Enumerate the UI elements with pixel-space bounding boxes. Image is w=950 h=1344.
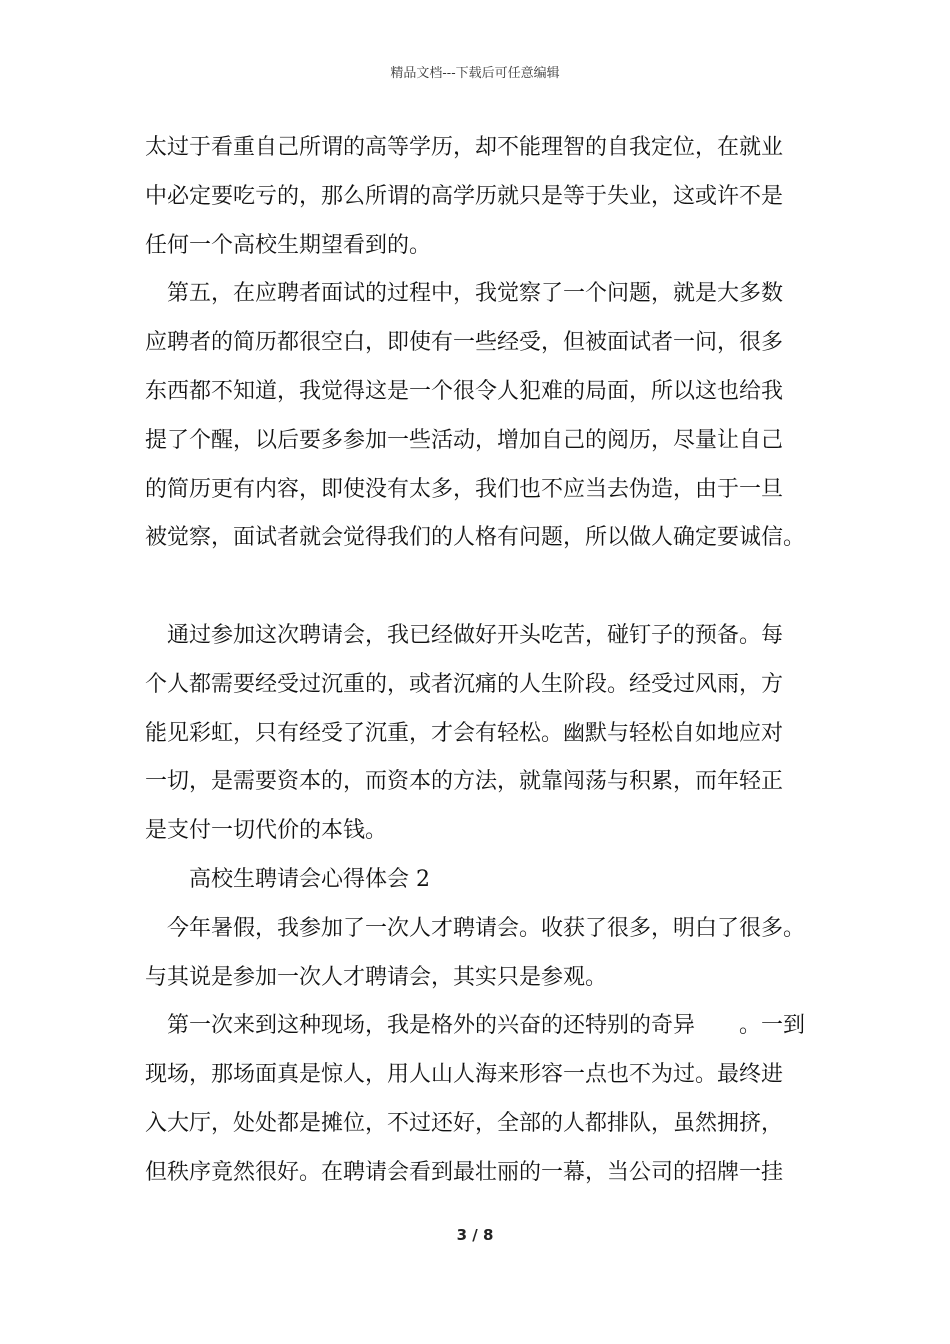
body-line: 任何一个高校生期望看到的。 xyxy=(145,232,432,258)
body-line: 东西都不知道，我觉得这是一个很令人犯难的局面，所以这也给我 xyxy=(145,378,784,404)
page-number xyxy=(0,1226,950,1244)
body-line: 个人都需要经受过沉重的，或者沉痛的人生阶段。经受过风雨，方 xyxy=(145,671,784,697)
body-line: 能见彩虹，只有经受了沉重，才会有轻松。幽默与轻松自如地应对 xyxy=(145,720,784,746)
body-line: 通过参加这次聘请会，我已经做好开头吃苦，碰钉子的预备。每 xyxy=(167,622,784,648)
body-line: 太过于看重自己所谓的高等学历，却不能理智的自我定位，在就业 xyxy=(145,135,784,160)
body-line: 入大厅，处处都是摊位，不过还好，全部的人都排队，虽然拥挤， xyxy=(145,1110,784,1136)
page-separator: / xyxy=(467,1226,483,1244)
body-line: 今年暑假，我参加了一次人才聘请会。收获了很多，明白了很多。 xyxy=(167,915,806,941)
section-heading: 高校生聘请会心得体会 2 xyxy=(189,866,430,892)
document-body xyxy=(145,128,825,1202)
body-line: 的简历更有内容，即使没有太多，我们也不应当去伪造，由于一旦 xyxy=(145,476,784,502)
body-line: 提了个醒，以后要多参加一些活动，增加自己的阅历，尽量让自己 xyxy=(145,427,784,453)
page-current: 3 xyxy=(456,1226,468,1244)
body-line: 但秩序竟然很好。在聘请会看到最壮丽的一幕，当公司的招牌一挂 xyxy=(145,1159,784,1185)
body-line: 第一次来到这种现场，我是格外的兴奋的还特别的奇异 。一到 xyxy=(167,1013,806,1039)
body-line: 第五，在应聘者面试的过程中，我觉察了一个问题，就是大多数 xyxy=(167,281,784,307)
page-header: 精品文档---下载后可任意编辑 xyxy=(390,66,560,81)
page-total: 8 xyxy=(482,1226,494,1244)
body-line: 是支付一切代价的本钱。 xyxy=(145,818,388,844)
body-line: 现场，那场面真是惊人，用人山人海来形容一点也不为过。最终进 xyxy=(145,1062,784,1088)
body-line: 应聘者的简历都很空白，即使有一些经受，但被面试者一问，很多 xyxy=(145,330,784,356)
body-line: 中必定要吃亏的，那么所谓的高学历就只是等于失业，这或许不是 xyxy=(145,183,784,209)
body-line: 与其说是参加一次人才聘请会，其实只是参观。 xyxy=(145,964,608,990)
paragraph-gap xyxy=(145,567,825,616)
body-line: 一切，是需要资本的，而资本的方法，就靠闯荡与积累，而年轻正 xyxy=(145,769,784,795)
body-line: 被觉察，面试者就会觉得我们的人格有问题，所以做人确定要诚信。 xyxy=(145,525,806,551)
